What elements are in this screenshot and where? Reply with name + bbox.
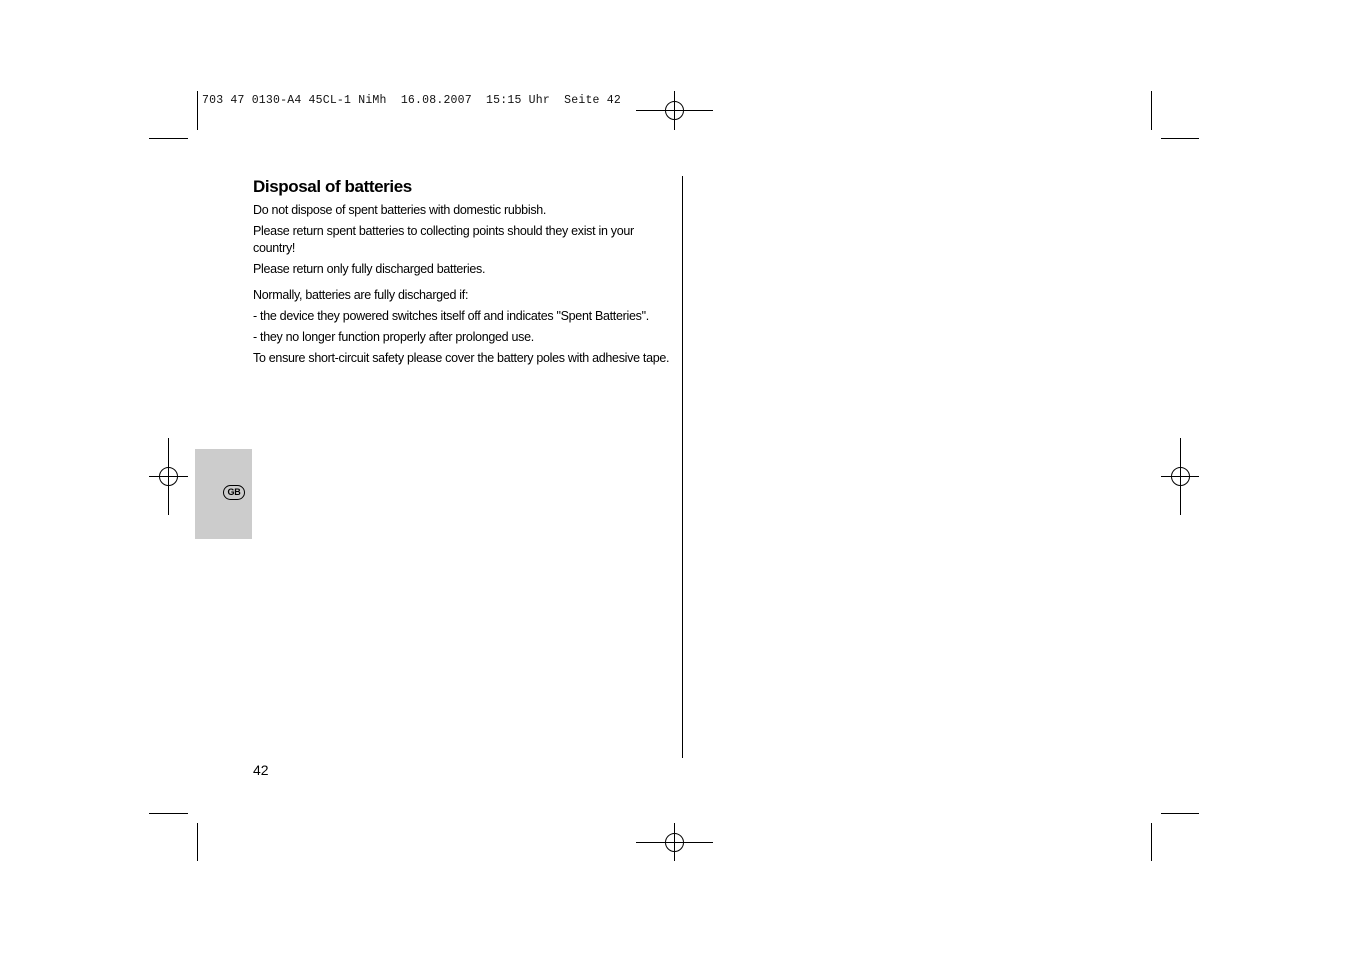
column-divider <box>682 176 683 758</box>
language-badge: GB <box>223 485 245 500</box>
page-number: 42 <box>253 762 269 778</box>
paragraph: Please return spent batteries to collecting points should they exist in your country! <box>253 224 634 255</box>
list-item: - they no longer function properly after prolonged use. <box>253 330 534 344</box>
print-header: 703 47 0130-A4 45CL-1 NiMh 16.08.2007 15:15 Uhr Seite 42 <box>202 94 621 107</box>
registration-mark-right <box>1161 438 1199 515</box>
registration-mark-top <box>636 91 713 130</box>
list-item: - the device they powered switches itself off and indicates "Spent Batteries". <box>253 309 649 323</box>
registration-mark-bottom <box>636 823 713 861</box>
main-content <box>253 176 673 371</box>
paragraph: Do not dispose of spent batteries with domestic rubbish. <box>253 203 547 217</box>
section-title: Disposal of batteries <box>253 177 412 196</box>
registration-mark-left <box>149 438 188 515</box>
language-tab <box>195 449 252 539</box>
paragraph: To ensure short-circuit safety please cover the battery poles with adhesive tape. <box>253 351 670 365</box>
paragraph: Please return only fully discharged batteries. <box>253 262 486 276</box>
paragraph: Normally, batteries are fully discharged if: <box>253 288 469 302</box>
